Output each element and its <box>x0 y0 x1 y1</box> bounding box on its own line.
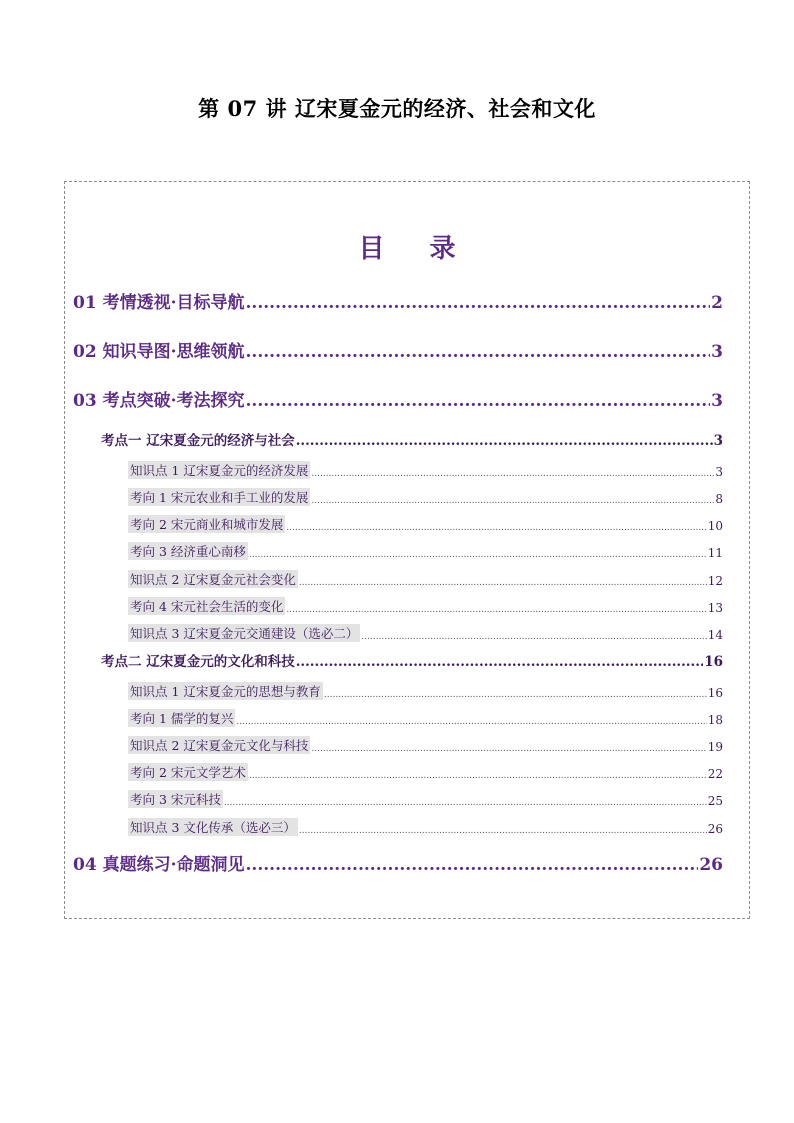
toc-entry-label: 知识点 1 辽宋夏金元的经济发展 <box>130 463 309 478</box>
toc-entry-page: 19 <box>707 740 723 754</box>
toc-leader-dots <box>311 496 714 506</box>
toc-entry-page: 14 <box>707 628 723 642</box>
toc-entry-page: 13 <box>707 601 723 615</box>
toc-entry-11[interactable] <box>128 625 723 642</box>
toc-entry-12[interactable] <box>101 652 723 670</box>
toc-entry-8[interactable] <box>128 543 723 560</box>
toc-leader-dots <box>224 798 707 808</box>
toc-entry-label: 04 真题练习·命题洞见 <box>73 855 245 875</box>
toc-entry-label: 考向 1 儒学的复兴 <box>130 711 234 726</box>
toc-entry-label: 考向 2 宋元文学艺术 <box>130 765 246 780</box>
toc-entry-label: 知识点 2 辽宋夏金元文化与科技 <box>130 738 309 753</box>
toc-entry-page: 26 <box>707 822 723 836</box>
toc-entry-page: 3 <box>713 433 723 449</box>
toc-entry-page: 12 <box>707 574 723 588</box>
document-title: 第 07 讲 辽宋夏金元的经济、社会和文化 <box>198 96 596 121</box>
toc-entry-label: 知识点 1 辽宋夏金元的思想与教育 <box>130 684 321 699</box>
toc-entry-page: 3 <box>711 391 723 411</box>
toc-entry-page: 16 <box>707 686 723 700</box>
toc-entry-label: 知识点 3 辽宋夏金元交通建设（选必二） <box>130 626 359 641</box>
toc-entry-7[interactable] <box>128 516 723 533</box>
toc-leader-dots <box>286 605 706 615</box>
toc-entry-label: 考点一 辽宋夏金元的经济与社会 <box>101 433 295 449</box>
toc-entry-4[interactable] <box>101 431 723 449</box>
toc-leader-dots <box>296 433 713 449</box>
toc-entry-6[interactable] <box>128 489 723 506</box>
toc-entry-page: 2 <box>711 293 723 313</box>
toc-entry-label: 01 考情透视·目标导航 <box>73 293 245 313</box>
toc-entry-page: 10 <box>707 519 723 533</box>
toc-leader-dots <box>324 690 707 700</box>
toc-entry-page: 11 <box>707 546 723 560</box>
toc-entry-15[interactable] <box>128 737 723 754</box>
toc-entry-14[interactable] <box>128 710 723 727</box>
toc-leader-dots <box>299 578 707 588</box>
toc-entry-label: 考向 1 宋元农业和手工业的发展 <box>130 490 309 505</box>
toc-leader-dots <box>236 717 706 727</box>
toc-entry-label: 02 知识导图·思维领航 <box>73 342 245 362</box>
toc-leader-dots <box>249 771 707 781</box>
toc-entry-label: 考向 2 宋元商业和城市发展 <box>130 517 284 532</box>
toc-leader-dots <box>246 855 699 875</box>
toc-entry-9[interactable] <box>128 571 723 588</box>
toc-entry-2[interactable] <box>73 340 723 362</box>
toc-entry-17[interactable] <box>128 791 723 808</box>
toc-entry-13[interactable] <box>128 683 723 700</box>
toc-entry-10[interactable] <box>128 598 723 615</box>
toc-heading: 目 录 <box>358 234 474 264</box>
toc-entry-5[interactable] <box>128 462 723 479</box>
toc-entry-page: 16 <box>704 654 723 670</box>
toc-entry-label: 考向 3 经济重心南移 <box>130 544 246 559</box>
toc-entry-18[interactable] <box>128 819 723 836</box>
toc-entry-1[interactable] <box>73 291 723 313</box>
toc-leader-dots <box>249 550 707 560</box>
toc-entry-16[interactable] <box>128 764 723 781</box>
toc-entry-label: 03 考点突破·考法探究 <box>73 391 245 411</box>
toc-entry-page: 26 <box>699 855 723 875</box>
toc-entry-page: 3 <box>715 465 723 479</box>
toc-leader-dots <box>299 826 707 836</box>
toc-entry-label: 考向 3 宋元科技 <box>130 792 221 807</box>
toc-leader-dots <box>246 293 711 313</box>
toc-entry-page: 22 <box>707 767 723 781</box>
toc-leader-dots <box>246 391 711 411</box>
toc-entry-label: 考点二 辽宋夏金元的文化和科技 <box>101 654 295 670</box>
toc-leader-dots <box>311 469 714 479</box>
toc-leader-dots <box>311 744 706 754</box>
toc-leader-dots <box>246 342 711 362</box>
toc-leader-dots <box>361 632 706 642</box>
toc-leader-dots <box>286 523 706 533</box>
table-of-contents <box>64 181 750 919</box>
toc-entry-label: 知识点 3 文化传承（选必三） <box>130 820 296 835</box>
toc-leader-dots <box>296 654 704 670</box>
toc-entry-page: 8 <box>715 492 723 506</box>
toc-entry-label: 考向 4 宋元社会生活的变化 <box>130 599 284 614</box>
toc-entry-label: 知识点 2 辽宋夏金元社会变化 <box>130 572 296 587</box>
toc-entry-3[interactable] <box>73 389 723 411</box>
toc-entry-page: 3 <box>711 342 723 362</box>
toc-entry-19[interactable] <box>73 853 723 875</box>
toc-entry-page: 25 <box>707 794 723 808</box>
toc-entry-page: 18 <box>707 713 723 727</box>
